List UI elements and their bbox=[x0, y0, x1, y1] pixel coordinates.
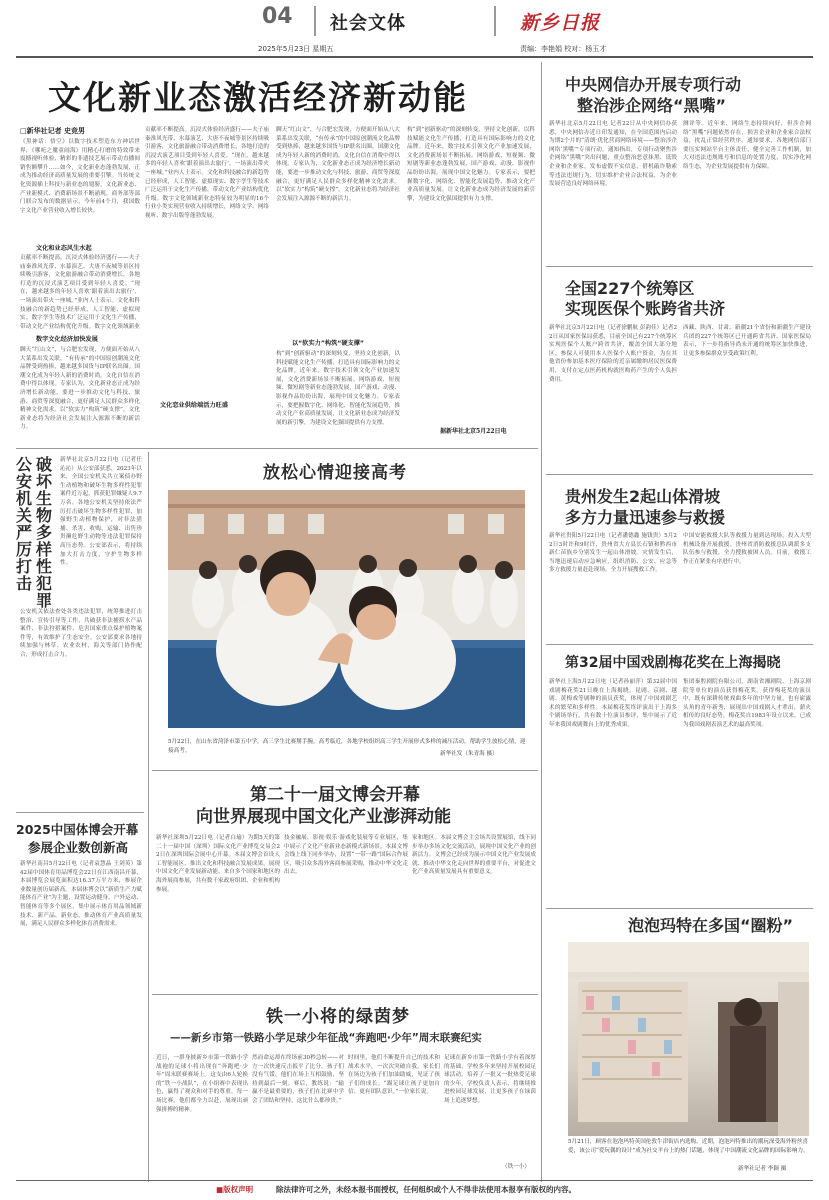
football-headline: 铁一小将的绿茵梦 bbox=[266, 1007, 410, 1027]
headline-char: 性 bbox=[36, 557, 53, 576]
main-body-col1b: 贡献率不断提高。沉浸式体验经济盛行——夫子庙秦淮风光带、水幕演艺、大唐不夜城等景区持续吸引游客，文化旅游融合带动消费增长，各地打造的沉浸式演艺项目受到年轻人喜爱。“现在，越来越多的年轻人喜欢‘跟着演出去旅行’，一场演出带火一座城。”业内人士表示。文化和科技融合的新趋势已经形成，人工智能、虚拟现实、数字孪生等技术广泛运用于文化生产传播，带动文化产业结构优化升级。数字文化领域新业 bbox=[20, 255, 140, 330]
divider bbox=[16, 812, 144, 813]
copyright-text: 除法律许可之外，未经本报书面授权，任何组织或个人不得非法使用本报享有版权的内容。 bbox=[276, 1185, 576, 1194]
medical-body-col2: 西藏、陕西、甘肃、新疆21个省份和新疆生产建设兵团的227个统筹区已开通跨省共济。国家医保局表示，下一步将指导尚未开通的统筹区加快推进，让更多参保群众享受政策红利。 bbox=[683, 325, 811, 357]
section-title: 社会文体 bbox=[330, 13, 406, 34]
landslide-headline-1: 贵州发生2起山体滑坡 bbox=[565, 487, 721, 506]
headline-char: 破 bbox=[36, 455, 53, 474]
football-subtitle: ——新乡市第一铁路小学足球少年征战“奔跑吧·少年”周末联赛纪实 bbox=[170, 1032, 482, 1044]
subhead-3: 文化恋业供给端活力旺盛 bbox=[160, 402, 229, 409]
gaokao-caption: 5月22日，在山东省菏泽市第五中学，高三学生比赛掰手腕。高考临近，各地学校组织高三学生开展形式多样的减压活动，帮助学生放松心情，迎接高考。 bbox=[168, 739, 526, 754]
divider bbox=[546, 266, 813, 267]
cac-headline-1: 中央网信办开展专项行动 bbox=[565, 75, 742, 94]
main-body-col3b: 构“到”创新驱动”的深刻转变，坚持文化创新，以科技赋能文化生产传播，打造具有国际影响力的文化品牌。近年来，数字技术引领文化产业加速发展，文化消费新场景不断拓展。网络游戏、短视频、微短剧等新业态蓬勃发展，国产游戏、动漫、影视作品纷纷出海，展现中国文化魅力。专家表示，要把握数字化、网络化、智能化发展趋势，推动文化产业高质量发展，让文化新业态成为经济发展的新引擎，为建设文化强国提供有力支撑。 bbox=[276, 351, 400, 426]
police-headline-col2 bbox=[16, 456, 34, 592]
divider bbox=[152, 994, 538, 995]
copyright-label: ■版权声明 bbox=[216, 1185, 254, 1194]
main-byline: □新华社记者 史竞男 bbox=[20, 127, 86, 135]
headline-char: 样 bbox=[36, 540, 53, 559]
landslide-body-col1: 新华社贵阳5月22日电（记者潘德鑫 施钱贵）5月22日3时许和9时许，贵州省大方县长石镇和黔西市新仁苗族乡分别发生一起山体滑坡。灾情发生后，当地迅速启动应急响应，组织消防、公安、应急等多方救援力量赶赴现场，全力开展搜救工作。 bbox=[549, 533, 677, 574]
divider bbox=[541, 62, 542, 1182]
medical-body-col1: 新华社北京5月22日电（记者徐鹏航 彭韵佳）记者22日从国家医保局获悉，目前全国已有227个统筹区实现医保个人账户跨省共济，覆盖全国大部分地区。参保人可使用本人医保个人账户资金，为在其他省份参加基本医疗保险的近亲属缴纳居民医保费用，支付在定点医药机构就医购药产生的个人负担费用。 bbox=[549, 325, 677, 383]
meihua-body-col2: 集团秦腔剧院有限公司，湖南省湘剧院、上海京剧院等单位的演员获得梅花奖。获得梅花奖的演员中，既有深耕传统戏曲多年的中坚力量，也有崭露头角的青年新秀，展现出中国戏剧人才辈出、薪火相传的良好态势。梅花奖自1983年设立以来，已成为我国戏剧表演艺术的最高奖项。 bbox=[683, 679, 811, 728]
main-body-col1c: 聊天“红山文”，与合肥宏发现，方便面开始从八大菜系出发关联，“有传承”的中国原创潮流文化品牌受到热捧，越来越多国货与IP联名出圈。国潮文化成为年轻人新的消费时尚，文化自信在消费中得以体现。专家认为，文化新业态正成为经济增长新动能，要进一步推动文化与科技、旅游、商贸等深度融合，更好满足人民群众多样化精神文化需求。以“软实力”构筑“硬支撑”，文化新业态将为经济社会发展注入源源不断的新活力。 bbox=[20, 347, 140, 431]
header-divider bbox=[314, 6, 316, 36]
popmart-store-image bbox=[568, 942, 809, 1136]
headline-char: 机 bbox=[16, 489, 33, 508]
divider bbox=[546, 908, 813, 909]
date-line: 2025年5月23日 星期五 bbox=[258, 45, 334, 53]
main-body-col3: 聊天“红山文”，与合肥宏发现，方便面开始从八大菜系出发关联，“有传承”的中国原创潮流文化品牌受到热捧，越来越多国货与IP联名出圈。国潮文化成为年轻人新的消费时尚，文化自信在消费中得以体现。专家认为，文化新业态正成为经济增长新动能，要进一步推动文化与科技、旅游、商贸等深度融合，更好满足人民群众多样化精神文化需求。以“软实力”构筑“硬支撑”，文化新业态将为经济社会发展注入源源不断的新活力。 bbox=[276, 127, 400, 202]
divider bbox=[16, 448, 538, 449]
football-body-col4: 足球在新乡市第一铁路小学有着深厚的基础，学校多年来坚持开展校园足球活动，培养了一批又一批热爱足球的少年。学校负责人表示，将继续推进校园足球发展，让更多孩子在绿茵场上追逐梦想。 bbox=[444, 1055, 536, 1104]
gaokao-photo bbox=[168, 490, 525, 728]
medical-headline-1: 全国227个统筹区 bbox=[565, 279, 695, 298]
newspaper-logo: 新乡日报 bbox=[520, 12, 601, 34]
popmart-credit: 新华社记者 李颖 摄 bbox=[738, 1166, 787, 1172]
football-body-col1: 近日，一群身披新乡市第一铁路小学战袍的足球小将出现在“奔跑吧·少年”周末联赛赛场上。这支由6人轮换的“铁一小战队”，在小组赛中表现出色，赢得了观众和对手的尊重。每一场比赛，他们都全力以赴，展现出顽强拼搏的精神。 bbox=[156, 1055, 248, 1113]
wenbo-headline-1: 第二十一届文博会开幕 bbox=[250, 785, 420, 805]
headline-char: 坏 bbox=[36, 472, 53, 491]
headline-char: 安 bbox=[16, 472, 33, 491]
wenbo-headline-2: 向世界展现中国文化产业澎湃动能 bbox=[196, 807, 451, 827]
police-headline-col1 bbox=[36, 456, 54, 609]
gaokao-headline: 放松心情迎接高考 bbox=[263, 463, 407, 483]
headline-char: 击 bbox=[16, 574, 33, 593]
headline-char: 公 bbox=[16, 455, 33, 474]
headline-char: 打 bbox=[16, 557, 33, 576]
headline-char: 罪 bbox=[36, 591, 53, 610]
divider bbox=[148, 452, 149, 1182]
main-headline: 文化新业态激活经济新动能 bbox=[48, 78, 468, 117]
footer-rule bbox=[16, 1180, 813, 1181]
football-body-col2: 然而命运却在终场前30秒急转——对方一次快速反击扳平了比分。孩子们没有气馁，他们在场上互相鼓励，坚持到最后一刻。赛后，教练说：“输赢不是最重要的，孩子们在比赛中学会了团结和坚持，这比什么都珍贵。” bbox=[252, 1055, 344, 1104]
police-body-rest: 公安机关依法查处各类违法犯罪，统筹推进打击整治、宣传引导等工作，共破获非法捕捞水产品案件、非法狩猎案件、危害国家重点保护植物案件等，有效维护了生态安全。公安部要求各地持续加强与林草、农业农村、海关等部门协作配合，形成打击合力。 bbox=[20, 609, 142, 658]
arm-wrestling-image bbox=[168, 490, 525, 728]
headline-char: 犯 bbox=[36, 574, 53, 593]
popmart-caption: 5月21日，顾客在泡泡玛特英国伦敦牛津街店内选购。近期，泡泡玛特推出的潮玩深受海外粉丝喜爱，该公司“爱玩偶的设计”成为社交平台上的热门话题，体现了中国潮流文化品牌的国际影响力。 bbox=[568, 1139, 809, 1154]
headline-char: 生 bbox=[36, 489, 53, 508]
header-divider-2 bbox=[494, 6, 496, 36]
medical-headline-2: 实现医保个账跨省共济 bbox=[565, 299, 726, 318]
wenbo-body-col2: 技金融展、影视·娱乐·游戏化装展等专业展区，集中展示了文化产业新业态新模式新场景。本届文博会线上线下同步举办，设置“一带一路”国际合作展区，吸引众多海外客商参展采购，推动中华文化走出去。 bbox=[284, 835, 408, 876]
meihua-body-col1: 新华社上海5月22日电（记者孙丽萍）第32届中国戏剧梅花奖21日晚在上海揭晓。昆剧、京剧、越剧、黄梅戏等剧种的演员获奖，体现了中国戏剧艺术的繁荣和多样性。本届梅花奖终评演出于上海多个剧场举行，共有数十位演员参评，集中展示了近年来我国戏剧舞台上的优秀成果。 bbox=[549, 679, 677, 728]
divider bbox=[546, 474, 813, 475]
popmart-photo bbox=[568, 942, 809, 1136]
headline-char: 多 bbox=[36, 523, 53, 542]
headline-char: 关 bbox=[16, 506, 33, 525]
headline-char: 厉 bbox=[16, 540, 33, 559]
headline-char: 物 bbox=[36, 506, 53, 525]
wenbo-body-col3: 家和地区。本届文博会主会场共设置展馆，线下同步举办多场文化交流活动，展现中国文化产业的创新活力。文博会已经成为展示中国文化产业发展成就、推动中华文化走向世界的重要平台，对促进文化产业高质量发展具有重要意义。 bbox=[412, 835, 536, 876]
divider bbox=[546, 644, 813, 645]
main-source: 据新华社北京5月22日电 bbox=[440, 428, 507, 435]
expo-headline-2: 参展企业数创新高 bbox=[28, 840, 129, 855]
landslide-body-col2: 中国安能救援大队等救援力量到达现场，投入大型机械设备开展救援。贵州省消防救援总队调派多支队伍参与救援，全力搜救被困人员。目前，救援工作正在紧张有序进行中。 bbox=[683, 533, 811, 565]
football-body-col3: 时间里，他们不断提升自己的技术和战术水平，一次次突破自我。家长们在场边为孩子们加油助威，见证了孩子们的成长。“踢足球让孩子更加自信、更有团队意识。”一位家长说。 bbox=[348, 1055, 440, 1096]
masthead bbox=[0, 0, 829, 58]
gaokao-credit: 新华社发（朱青海 摄） bbox=[440, 751, 498, 757]
cac-body-col2: 测评等。近年来，网络生态持续向好，但涉企网络“黑嘴”问题依然存在，损害企业和企业家合法权益，扰乱正常经营秩序。通知要求，各地网信部门要压实网站平台主体责任，健全完善工作机制，加大对违法违规账号和信息的处置力度，切实净化网络生态，为企业发展提供有力保障。 bbox=[683, 121, 811, 170]
meihua-headline: 第32届中国戏剧梅花奖在上海揭晓 bbox=[565, 655, 781, 671]
header-rule bbox=[16, 56, 813, 58]
wenbo-body-col1: 新华社深圳5月22日电（记者白瑜）为期5天的第二十一届中国（深圳）国际文化产业博览交易会22日在深圳国际会展中心开幕。本届文博会首设人工智能展区，推出文化和科技融合发展成果，展现中国文化产业发展新动能。来自多个国家和地区的海外展商参展，共有数千家政府组团、企业和机构参展。 bbox=[156, 835, 280, 893]
main-body-col4: 构“到”创新驱动”的深刻转变，坚持文化创新，以科技赋能文化生产传播，打造具有国际影响力的文化品牌。近年来，数字技术引领文化产业加速发展，文化消费新场景不断拓展。网络游戏、短视频、微短剧等新业态蓬勃发展，国产游戏、动漫、影视作品纷纷出海，展现中国文化魅力。专家表示，要把握数字化、网络化、智能化发展趋势，推动文化产业高质量发展，让文化新业态成为经济发展的新引擎，为建设文化强国提供有力支撑。 bbox=[407, 127, 535, 202]
police-headline bbox=[16, 456, 56, 616]
subhead-1: 文化和业态风生水起 bbox=[36, 245, 92, 252]
page-number: 04 bbox=[262, 4, 293, 29]
headline-char: 严 bbox=[16, 523, 33, 542]
popmart-headline: 泡泡玛特在多国“圈粉” bbox=[628, 916, 794, 935]
subhead-2: 数字文化经济加快发展 bbox=[36, 336, 98, 343]
main-body-col1: 《黑神话：悟空》以数字技术塑造东方神话世界，《哪吒之魔童闹海》用精心打磨的特效带来震撼视听体验，精彩的非遗技艺展示带动直播间销售额攀升……如今，文化新业态蓬勃发展，正成为推动经济高质量发展的重要引擎。当传统文化资源插上科技与新业态的翅膀，文化新业态、产业新模式、消费新场景不断涌现。商务部等部门联合发布的数据显示，今年前4个月，我国数字文化产业营业收入增长较快。 bbox=[20, 139, 140, 214]
editors-line: 责编：李艳娟 校对：杨玉才 bbox=[520, 45, 607, 53]
expo-body: 新华社南昌5月22日电（记者袁慧晶 王剑英）第42届中国体育用品博览会22日在江西南昌开幕，本届博览会展览面积达16.37万平方米，参展企业数量创历届新高。本届体博会以“新质生产力赋能体育产业”为主题，设置运动健身、户外运动、智能体育等多个展区，集中展示体育用品领域新技术、新产品、新业态，推动体育产业高质量发展，满足人民群众多样化体育消费需求。 bbox=[20, 861, 142, 928]
landslide-headline-2: 多方力量迅速参与救援 bbox=[565, 508, 726, 527]
cac-body-col1: 新华社北京5月22日电 记者22日从中央网信办获悉，中央网信办近日印发通知，在全国范围内启动为期2个月的“清朗·优化营商网络环境——整治涉企网络‘黑嘴’”专项行动。通知指出，专项行动聚焦涉企网络“黑嘴”突出问题，重点整治恶意抹黑、诋毁企业和企业家，发布虚假不实信息，借机敲诈勒索等违法违规行为，切实维护企业合法权益，为企业发展营造良好网络环境。 bbox=[549, 121, 677, 188]
expo-headline-1: 2025中国体博会开幕 bbox=[16, 822, 139, 837]
main-body-col2: 贡献率不断提高。沉浸式体验经济盛行——夫子庙秦淮风光带、水幕演艺、大唐不夜城等景区持续吸引游客，文化旅游融合带动消费增长，各地打造的沉浸式演艺项目受到年轻人喜爱。“现在，越来越多的年轻人喜欢‘跟着演出去旅行’，一场演出带火一座城。”业内人士表示。文化和科技融合的新趋势已经形成，人工智能、虚拟现实、数字孪生等技术广泛运用于文化生产传播，带动文化产业结构优化升级。数字文化领域新业态特征较为明显的16个行业小类实现营业收入持续增长，网络文学、网络视听、数字出版等蓬勃发展。 bbox=[145, 127, 269, 219]
cac-headline-2: 整治涉企网络“黑嘴” bbox=[577, 96, 727, 115]
police-body-top: 新华社北京5月22日电（记者任沁沁）从公安部获悉，2023年以来，全国公安机关共立案侦办野生动植物和破坏生物多样性犯罪案件近万起，抓获犯罪嫌疑人9.7万名。各地公安机关坚持依法严厉打击破坏生物多样性犯罪，加强野生动植物保护，对非法猎捕、杀害、收购、运输、出售珍贵濒危野生动物等违法犯罪保持高压态势。公安部表示，将持续加大打击力度，守护生物多样性。 bbox=[60, 457, 142, 567]
football-source: （铁一小） bbox=[502, 1164, 530, 1170]
divider bbox=[152, 770, 538, 771]
subhead-4: 以“软实力”构筑“硬支撑” bbox=[292, 340, 364, 347]
